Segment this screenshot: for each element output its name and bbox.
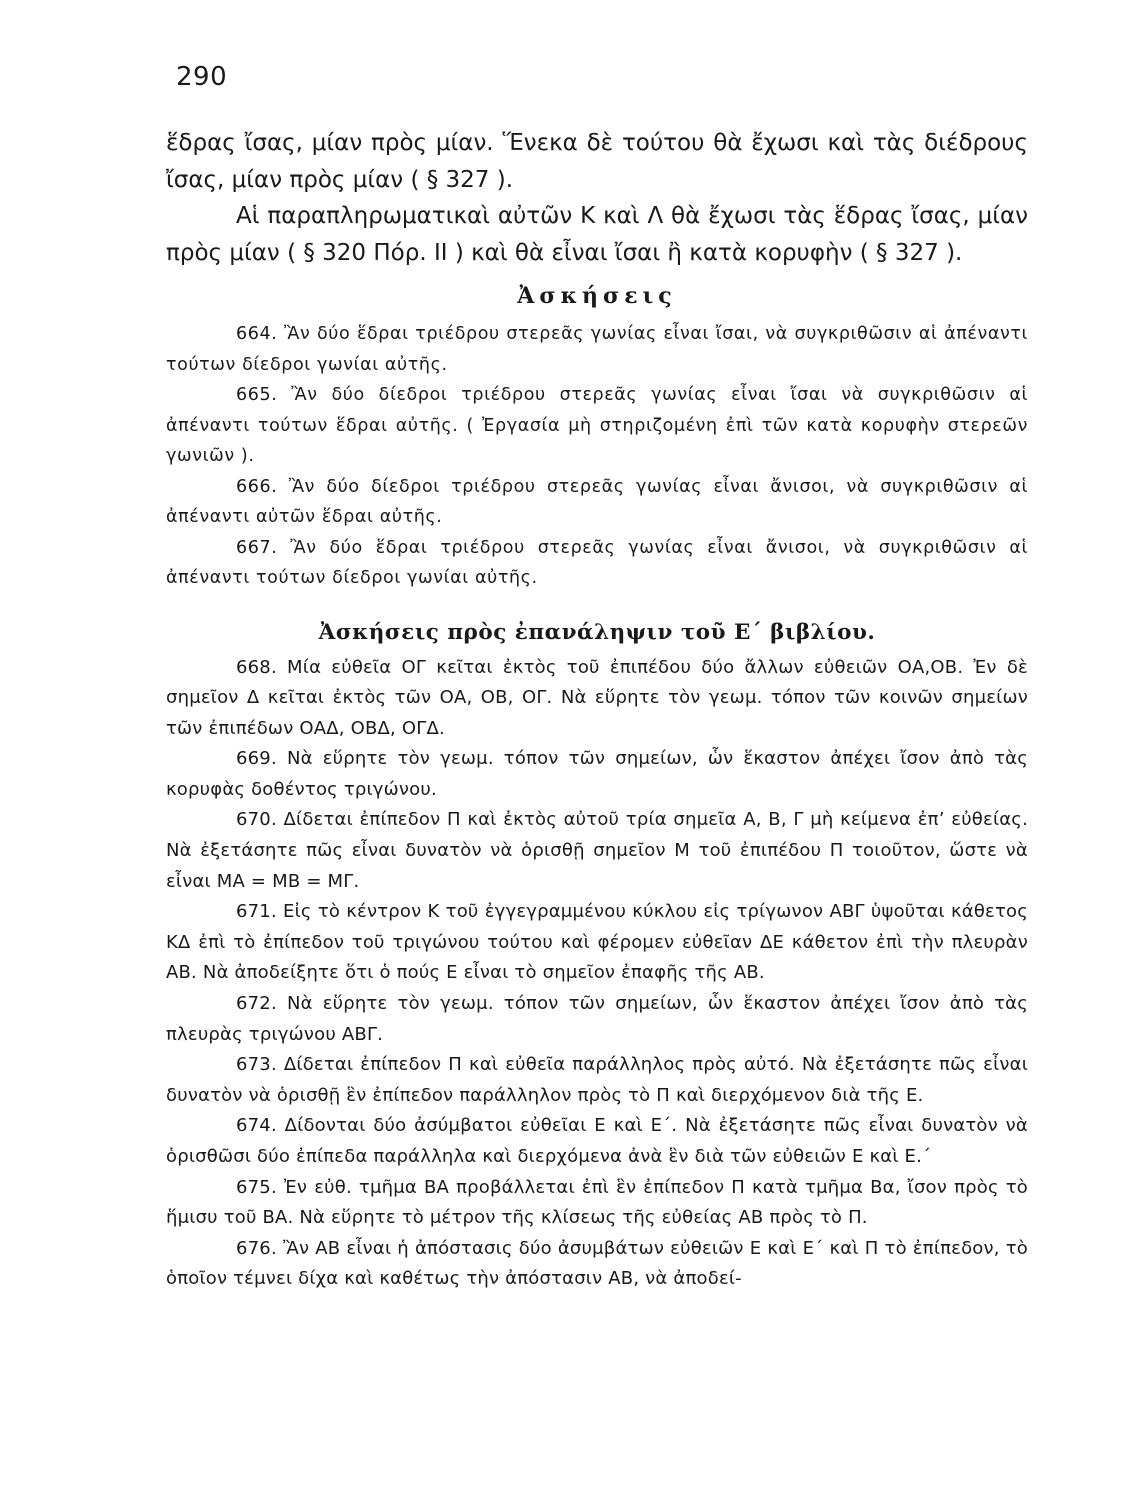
page-number: 290 [176,62,228,92]
exercise: 671. Εἰς τὸ κέντρον Κ τοῦ ἐγγεγραμμένου κύκλου εἰς τρίγωνον ΑΒΓ ὑψοῦται κάθετος ΚΔ ἐπὶ τὸ ἐπίπεδον τοῦ τριγώνου τούτου καὶ φέρομεν εὐθεῖαν ΔΕ κάθετον ἐπὶ τὴν πλευρὰν ΑΒ. Νὰ ἀποδείξητε ὅτι ὁ πούς Ε εἶναι τὸ σημεῖον ἐπαφῆς τῆς ΑΒ. [166,901,1028,984]
paragraph: ἕδρας ἴσας, μίαν πρὸς μίαν. Ἕνεκα δὲ τούτου θὰ ἔχωσι καὶ τὰς διέδρους ἴσας, μίαν πρὸς μίαν ( § 327 ). [166,130,1028,193]
exercise: 668. Μία εὐθεῖα ΟΓ κεῖται ἐκτὸς τοῦ ἐπιπέδου δύο ἄλλων εὐθειῶν ΟΑ,ΟΒ. Ἐν δὲ σημεῖον Δ κεῖται ἐκτὸς τῶν ΟΑ, ΟΒ, ΟΓ. Νὰ εὕρητε τὸν γεωμ. τόπον τῶν κοινῶν σημείων τῶν ἐπιπέδων ΟΑΔ, ΟΒΔ, ΟΓΔ. [166,656,1028,739]
exercise: 675. Ἐν εὐθ. τμῆμα ΒΑ προβάλλεται ἐπὶ ἓν ἐπίπεδον Π κατὰ τμῆμα Βα, ἴσον πρὸς τὸ ἥμισυ τοῦ ΒΑ. Νὰ εὕρητε τὸ μέτρον τῆς κλίσεως τῆς εὐθείας ΑΒ πρὸς τὸ Π. [166,1176,1028,1229]
page-body [166,125,1028,1295]
exercise: 676. Ἂν ΑΒ εἶναι ἡ ἀπόστασις δύο ἀσυμβάτων εὐθειῶν Ε καὶ Ε΄ καὶ Π τὸ ἐπίπεδον, τὸ ὁποῖον τέμνει δίχα καὶ καθέτως τὴν ἀπόστασιν ΑΒ, νὰ ἀποδεί- [166,1237,1028,1290]
exercise: 664. Ἂν δύο ἕδραι τριέδρου στερεᾶς γωνίας εἶναι ἴσαι, νὰ συγκριθῶσιν αἱ ἀπέναντι τούτων δίεδροι γωνίαι αὐτῆς. [166,324,1028,375]
exercise: 665. Ἂν δύο δίεδροι τριέδρου στερεᾶς γωνίας εἶναι ἴσαι νὰ συγκριθῶσιν αἱ ἀπέναντι τούτων ἕδραι αὐτῆς. ( Ἐργασία μὴ στηριζομένη ἐπὶ τῶν κατὰ κορυφὴν στερεῶν γωνιῶν ). [166,385,1028,466]
section-heading: Ἀσκήσεις [517,283,677,309]
exercise: 673. Δίδεται ἐπίπεδον Π καὶ εὐθεῖα παράλληλος πρὸς αὐτό. Νὰ ἐξετάσητε πῶς εἶναι δυνατὸν νὰ ὁρισθῇ ἓν ἐπίπεδον παράλληλον πρὸς τὸ Π καὶ διερχόμενον διὰ τῆς Ε. [166,1054,1028,1106]
section-heading: Ἀσκήσεις πρὸς ἐπανάληψιν τοῦ Ε΄ βιβλίου. [318,619,876,645]
exercise: 670. Δίδεται ἐπίπεδον Π καὶ ἐκτὸς αὐτοῦ τρία σημεῖα Α, Β, Γ μὴ κείμενα ἐπ’ εὐθείας. Νὰ ἐξετάσητε πῶς εἶναι δυνατὸν νὰ ὁρισθῇ σημεῖον Μ τοῦ ἐπιπέδου Π τοιοῦτον, ὥστε νὰ εἶναι ΜΑ = ΜΒ = ΜΓ. [166,809,1028,892]
paragraph: Αἱ παραπληρωματικαὶ αὐτῶν Κ καὶ Λ θὰ ἔχωσι τὰς ἕδρας ἴσας, μίαν πρὸς μίαν ( § 320 Πόρ. ΙΙ ) καὶ θὰ εἶναι ἴσαι ἢ κατὰ κορυφὴν ( § 327 ). [166,203,1028,266]
exercise: 674. Δίδονται δύο ἀσύμβατοι εὐθεῖαι Ε καὶ Ε΄. Νὰ ἐξετάσητε πῶς εἶναι δυνατὸν νὰ ὁρισθῶσι δύο ἐπίπεδα παράλληλα καὶ διερχόμενα ἀνὰ ἓν διὰ τῶν εὐθειῶν Ε καὶ Ε.΄ [166,1115,1028,1167]
exercise: 672. Νὰ εὕρητε τὸν γεωμ. τόπον τῶν σημείων, ὧν ἕκαστον ἀπέχει ἴσον ἀπὸ τὰς πλευρὰς τριγώνου ΑΒΓ. [166,993,1028,1045]
exercise: 667. Ἂν δύο ἕδραι τριέδρου στερεᾶς γωνίας εἶναι ἄνισοι, νὰ συγκριθῶσιν αἱ ἀπέναντι τούτων δίεδροι γωνίαι αὐτῆς. [166,537,1028,588]
exercise: 666. Ἂν δύο δίεδροι τριέδρου στερεᾶς γωνίας εἶναι ἄνισοι, νὰ συγκριθῶσιν αἱ ἀπέναντι αὐτῶν ἕδραι αὐτῆς. [166,476,1028,527]
exercise: 669. Νὰ εὕρητε τὸν γεωμ. τόπον τῶν σημείων, ὧν ἕκαστον ἀπέχει ἴσον ἀπὸ τὰς κορυφὰς δοθέντος τριγώνου. [166,748,1028,800]
